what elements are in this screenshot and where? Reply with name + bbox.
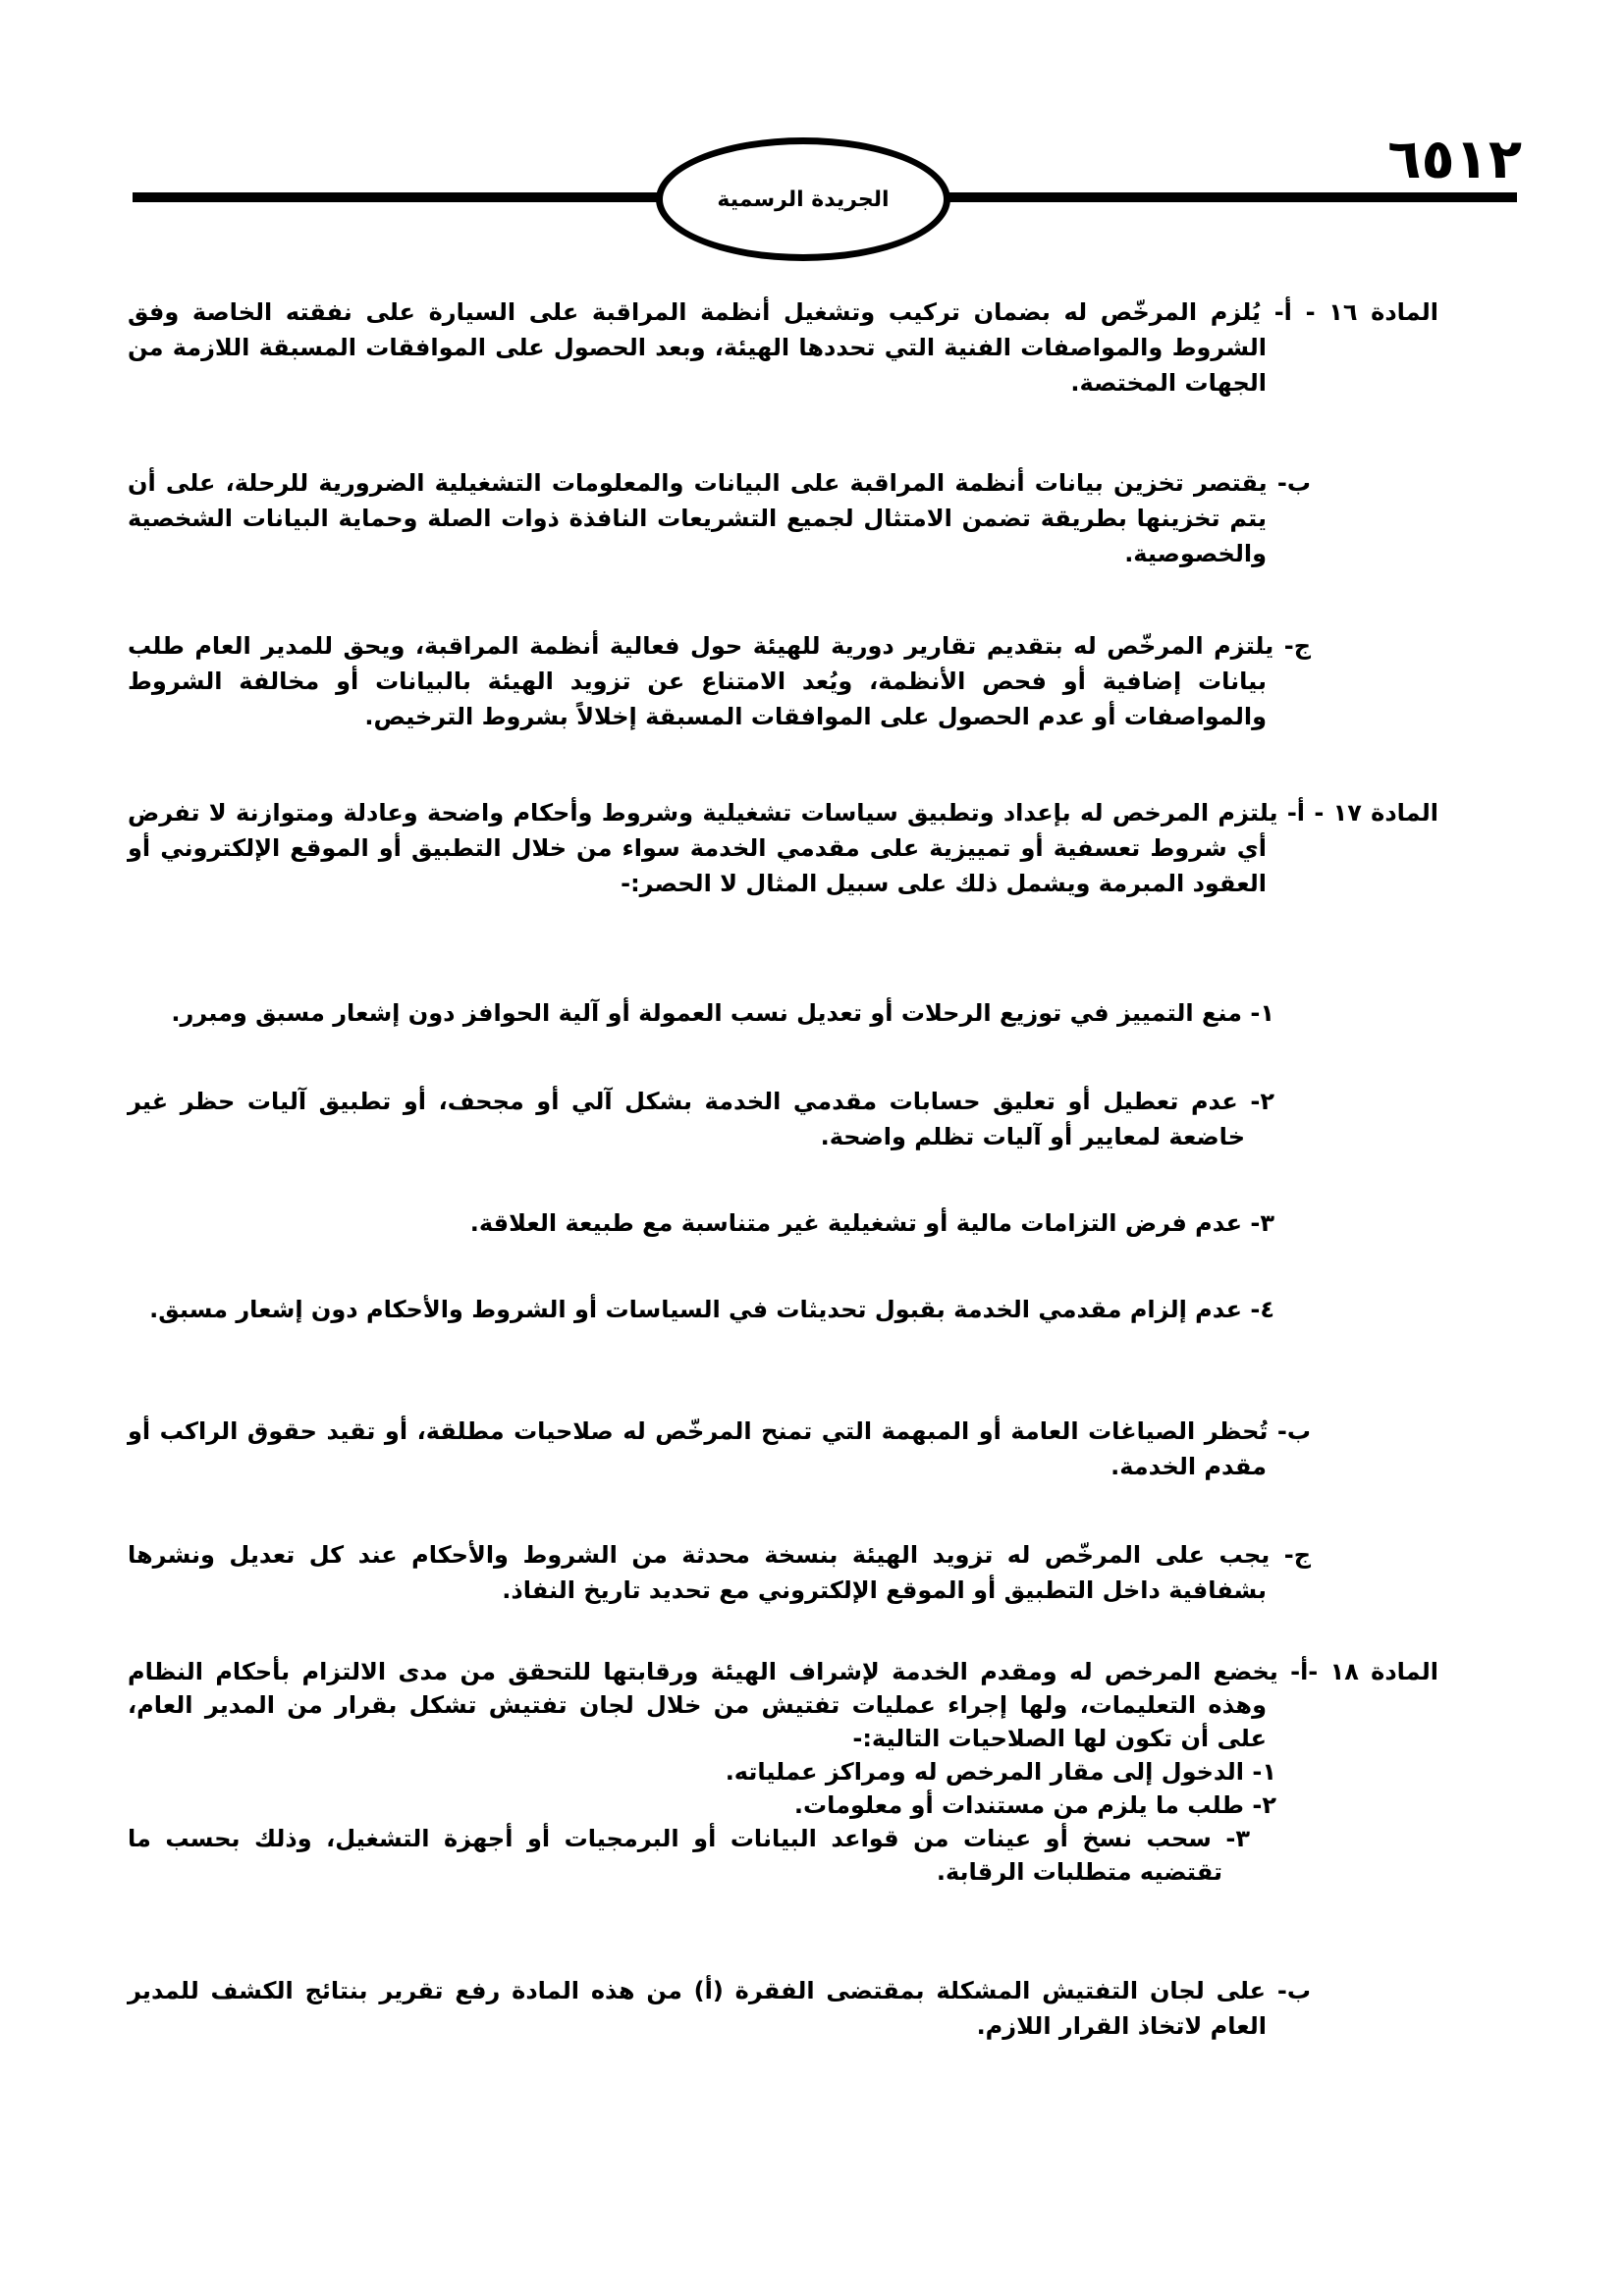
article-18-item-2: ٢- طلب ما يلزم من مستندات أو معلومات. bbox=[793, 1791, 1276, 1819]
article-17-b: ب- تُحظر الصياغات العامة أو المبهمة التي تمنح المرخّص له صلاحيات مطلقة، أو تقيد حقوق الراكب أو مقدم الخدمة. bbox=[128, 1417, 1311, 1480]
article-17-item-4: ٤- عدم إلزام مقدمي الخدمة بقبول تحديثات في السياسات أو الشروط والأحكام دون إشعار مسبق. bbox=[149, 1296, 1274, 1323]
article-17-item-2: ٢- عدم تعطيل أو تعليق حسابات مقدمي الخدمة بشكل آلي أو مجحف، أو تطبيق آليات حظر غير خاضعة لمعايير أو آليات تظلم واضحة. bbox=[128, 1088, 1274, 1150]
article-17-c: ج- يجب على المرخّص له تزويد الهيئة بنسخة محدثة من الشروط والأحكام عند كل تعديل ونشرها بشفافية داخل التطبيق أو الموقع الإلكتروني مع تحديد تاريخ النفاذ. bbox=[128, 1541, 1311, 1604]
article-16-c: ج- يلتزم المرخّص له بتقديم تقارير دورية للهيئة حول فعالية أنظمة المراقبة، ويحق للمدير العام طلب بيانات إضافية أو فحص الأنظمة، ويُعد الامتناع عن تزويد الهيئة بالبيانات أو مخالفة الشروط والمواصفات أو عدم الحصول على الموافقات المسبقة إخلالاً بشروط الترخيص. bbox=[128, 632, 1311, 730]
article-17-a: المادة ١٧ - أ- يلتزم المرخص له بإعداد وتطبيق سياسات تشغيلية وشروط وأحكام واضحة وعادلة ومتوازنة لا تفرض أي شروط تعسفية أو تمييزية على مقدمي الخدمة سواء من خلال التطبيق أو الموقع الإلكتروني أو العقود المبرمة ويشمل ذلك على سبيل المثال لا الحصر:- bbox=[128, 799, 1438, 897]
article-16-b: ب- يقتصر تخزين بيانات أنظمة المراقبة على البيانات والمعلومات التشغيلية الضرورية للرحلة، على أن يتم تخزينها بطريقة تضمن الامتثال لجميع التشريعات النافذة ذوات الصلة وحماية البيانات الشخصية والخصوصية. bbox=[128, 469, 1311, 567]
article-18-a: المادة ١٨ -أ- يخضع المرخص له ومقدم الخدمة لإشراف الهيئة ورقابتها للتحقق من مدى الالتزام بأحكام النظام وهذه التعليمات، ولها إجراء عمليات تفتيش من خلال لجان تفتيش تشكل بقرار من المدير العام، على أن تكون لها الصلاحيات التالية:- bbox=[128, 1658, 1438, 1752]
publication-title: الجريدة الرسمية bbox=[717, 187, 890, 212]
article-18-item-3: ٣- سحب نسخ أو عينات من قواعد البيانات أو البرمجيات أو أجهزة التشغيل، وذلك بحسب ما تقتضيه متطلبات الرقابة. bbox=[128, 1825, 1250, 1886]
article-16-a: المادة ١٦ - أ- يُلزم المرخّص له بضمان تركيب وتشغيل أنظمة المراقبة على السيارة على نفقته الخاصة وفق الشروط والمواصفات الفنية التي تحددها الهيئة، وبعد الحصول على الموافقات المسبقة اللازمة من الجهات المختصة. bbox=[128, 298, 1438, 397]
header-rule-left bbox=[133, 192, 663, 202]
article-18-b: ب- على لجان التفتيش المشكلة بمقتضى الفقرة (أ) من هذه المادة رفع تقرير بنتائج الكشف للمدير العام لاتخاذ القرار اللازم. bbox=[128, 1977, 1311, 2040]
publication-title-badge bbox=[656, 137, 950, 261]
page-number: ٦٥١٢ bbox=[1387, 128, 1522, 191]
article-17-item-1: ١- منع التمييز في توزيع الرحلات أو تعديل نسب العمولة أو آلية الحوافز دون إشعار مسبق ومبرر. bbox=[171, 999, 1274, 1027]
article-18-item-1: ١- الدخول إلى مقار المرخص له ومراكز عملياته. bbox=[725, 1758, 1276, 1786]
article-17-item-3: ٣- عدم فرض التزامات مالية أو تشغيلية غير متناسبة مع طبيعة العلاقة. bbox=[469, 1209, 1274, 1237]
